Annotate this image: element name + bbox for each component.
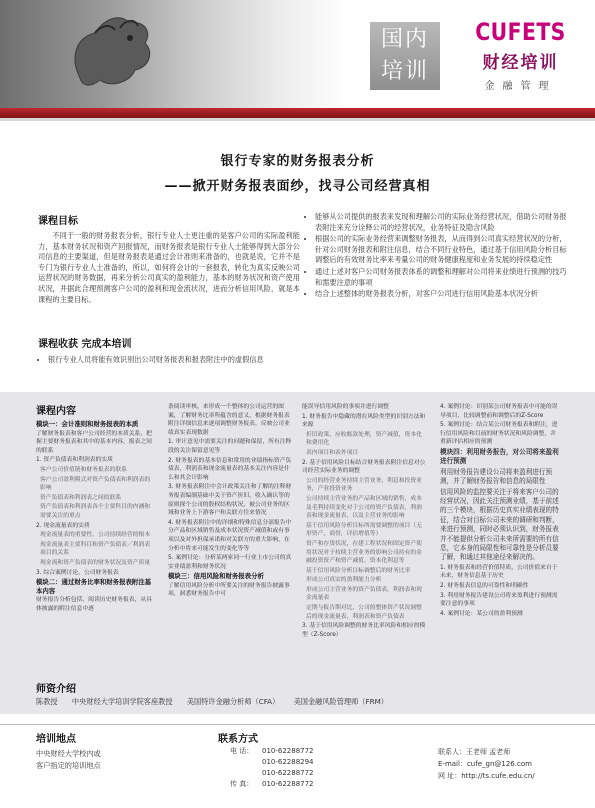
content-column-3 [302,403,426,640]
teacher-title: 中央财经大学培训学院客座教授 [71,697,173,706]
course-gain-heading: 课程收获 完成本培训 [38,339,132,350]
header-red-bar [0,108,595,118]
list-item: 2. 财务报表的基本信息和常用的业绩指标资产负债表，利润表和现金流量表的基本关注内容是什么和其会计影响 [168,457,292,481]
content-column-2 [168,403,292,600]
list-item: • 能够从公司提供的报表来发现和理解公司的实际业务经营状况，借助公司财务报表附注来充分诠释公司的经营状况，业务特征及隐含风险 [315,212,573,233]
list-item: 2. 财务报表信息的可靠性和明确性 [440,583,529,590]
fax-label: 传 真： [230,780,254,788]
place-line: 客户指定的培训地点 [36,761,101,770]
teachers-heading: 师资介绍 [36,684,76,695]
module-4-text: 信用风险的监控要关注于将来客户公司的经营状况，因此关注预测业绩，基于前述的三个模块，根据历史真实业绩表现的特征，结合对目标公司未来的调研和判断，来进行预测，同时必须认识到，财务报表并不能提供分析公司未来所需要的所有信息，它本身的局限性和可靠性是分析员要了解，和通过其他途径来解决的。 [440,487,559,562]
list-item: 5. 案例讨论：结合某公司财务报表和附注，进行信用风险和目前的财务状况和风险调整，并重新评估相应的预测 [440,422,558,446]
teacher-credential: 美国特许金融分析师（CFA） [186,697,280,706]
list-item: 1. 资产负债表和利润表的实质 [36,457,113,464]
badge-line-1: 国内 [380,27,429,52]
course-goal-text: 不同于一般的财务报表分析，银行专业人士更注重的是客户公司的实际盈利能力，基本财务状况和资产回报情况，而财务报表是银行专业人士能够得到大部分公司信息的主要渠道，但是财务报表是通过会计准则来准备的，也就是说，它并不是专门为银行专业人士准备的，所以，如何将会计的一套报表，转化为真实反映公司运营状况的财务数据，再来分析公司真实的盈利能力，基本的财务状况和资产使用状况，并据此合理预测客户公司的盈利和现金流状况，进而分析信用风险，就是本课程的主要目标。 [38,231,300,304]
phone-label: 电 话： [230,747,254,755]
list-item: 基于信用风险分析目标调整后的财务比率 [306,567,411,574]
module-3-intro: 了解信用风险分析中所要关注的财务报告披露事项，洞悉财务报告中可 [168,582,290,598]
list-item: 资产负债表和利润表之间的联系 [40,494,122,501]
teacher-credential: 美国金融风险管理师（FRM） [293,697,388,706]
list-item: 3. 综合案例讨论，公司财务报表 [36,569,119,576]
list-item: 1. 审计意见中需要关注的问题和保留，所有注释段的关注保留意见等 [168,439,292,454]
contact-heading: 联系方式 [218,734,258,745]
course-gain-list-right [305,212,573,301]
place-heading: 培训地点 [36,734,76,745]
course-goal-heading: 课程目标 [38,216,78,227]
list-item: 表内项目和表外项目 [306,449,359,456]
list-item: 定期与报告期对比，公司的整体资产状况调整后的现金流量表，利润表和资产负债表 [306,605,422,620]
header-banner [0,0,595,112]
list-item: 4. 案例讨论：识别某公司财务报表中可能的误导项目，比较调整前和调整后的Z-Score [440,404,558,419]
phone-number: 010-62288294 [262,758,314,766]
list-item: 3. 利用财务报告建设公司将来盈利进行预测需要注意的事项 [440,592,558,608]
list-item: 4. 财务报表附注中的详细和特殊信息分部报告中分产品和区域销售及成本状况资产减值和或有事项以及对外担保承诺和对关联方的重大影响，在分析中将来可能发生的变化等等 [168,519,292,552]
list-item: 公司持续主营业务的产品和区域的销售，成本及毛利持续变化对于公司的资产负债表，利润表和现金流量表，以及主营业务的影响 [306,495,422,520]
contact-person: 联系人：王老师 孟老师 [438,748,511,756]
header-divider [0,118,595,121]
module-4-title: 模块四：利用财务报告，对公司将来盈利进行预测 [440,447,559,466]
module-1-title: 模块一：会计准则和财务报表的本质 [36,420,139,428]
list-item: 客户公司价值链和财务报表的联系 [40,466,127,473]
phone-number: 010-62288772 [262,769,314,777]
title-main: 银行专家的财务报表分析 [220,154,375,169]
module-2-intro: 财务报告分析包括，阅读历史财务报表，从具体披露的附注信息中逐 [36,597,152,612]
place-info [36,748,101,772]
brand-logo [458,18,583,92]
list-item: 形成公司主营业务的资产负债表，利润表和现金流量表 [306,586,422,602]
contact-website[interactable]: 网 址：http://ts.cufe.edu.cn/ [438,772,535,780]
list-item: 资产和存货状况，在建工程状况和固定资产使用状况对于持续主营业务的影响公司持有的金融投资资产和资产减值，资本化利息等 [306,540,422,565]
contact-info [230,746,314,790]
list-item: • 通过上述对客户公司财务报表体系的调整和理解对公司将来业绩进行预测的技巧和需要注意的事项 [315,267,573,288]
list-item: 4. 案例讨论：某公司的盈利预测 [440,610,523,617]
page-title [0,150,595,194]
list-item: 基于信用风险分析目标所需要调整的项目（无形资产，商誉，评估增值等） [306,522,422,538]
footer-divider [0,724,595,725]
list-item: • 结合上述整体的财务报表分析，对客户公司进行信用风险基本状况分析 [315,289,573,300]
course-gain-list [38,355,300,366]
course-gain-section [38,335,300,366]
fax-number: 010-62288772 [262,780,314,788]
phone-number: 010-62288772 [262,747,314,755]
module-3-title: 模块三：信用风险和财务报表分析 [168,572,264,581]
course-goal-section [38,212,300,305]
list-item: • 银行专业人员将能有效识别出公司财务报表和报表附注中的虚假信息 [48,355,300,366]
list-item: 现金流量表的重要性，公司持续经营的根本 [40,532,151,539]
contact-email[interactable]: E-mail：cufe_gn@126.com [438,760,532,768]
list-item: 客户公司盈利模式对资产负债表和利润表的影响 [40,476,151,492]
badge-line-2: 培训 [380,59,429,84]
brand-english: CUFETS [475,18,566,46]
list-item: • 根据公司的实际业务经营来调整财务报表，从而得到公司真实经营状况的分析，针对公司财务报表和附注信息，结合不同行业特色，通过基于信用风险分析目标调整后的有效财务比率来考量公司的财务健康程度和业务发展的持续稳定性 [315,234,573,266]
title-sub: ——掀开财务报表面纱，找寻公司经营真相 [164,179,431,194]
brand-chinese: 财经培训 [482,53,559,73]
content-column-1 [36,420,154,614]
module-2-title: 模块二：通过财务比率和财务报表附注基本内容 [36,578,152,595]
module-3-intro-cont: 能误导信用风险的事项并进行调整 [302,404,389,410]
module-4-intro: 利用财务报告建设公司将来盈利进行预测，并了解财务报告和信息的局限性 [440,467,553,486]
list-item: 5. 案例讨论：分析某两家同一行业上市公司的真实业绩盈利和财务状况 [168,555,292,570]
course-content-heading: 课程内容 [36,406,76,417]
module-1-intro: 了解财务报表和客户公司经营的本质关系，把握主要财务报表和其中的基本内容，报表之间的联系 [36,430,152,454]
list-item: 公司的经营业务持续主营业务，利息和投资业务，产业投资业务 [306,477,422,493]
teacher-name: 陈教授 [36,697,58,706]
list-item: 1. 财务报告中隐藏的潜在风险类型的识别方法和来源 [302,413,426,429]
list-item: 折旧政策，应收账款处理，资产减值，资本化和费用化 [306,431,422,447]
list-item: 2. 现金流量表的实质 [36,522,90,529]
list-item: 2. 基于信用风险目标结合财务报表附注信息对公司经营实际业务的调整 [302,459,426,475]
teachers-list [36,697,566,707]
contact-info-right [438,746,535,782]
kirin-statue-icon [60,8,160,93]
list-item: 资产负债表和利润表各个主要科目的内涵和需要关注的重点 [40,504,151,519]
place-line: 中央财经大学校内或 [36,749,101,758]
list-item: 3. 基于信用风险调整的财务比率风险和相应的模型（Z-Score） [302,623,426,638]
brand-subtitle: 金融管理 [484,81,557,92]
list-item: 1. 财务报表和经营价值特质，公司价值来自于未来，财务信息基于历史 [440,564,558,580]
module-2-intro-cont: 条阅读审核，来形成一个整体的公司运营的图案，了解财务比率所蕴含的意义，根据财务报表附注详细信息来逐项调整财务报表，反映公司业绩真实表现数据 [168,404,290,436]
list-item: 现金流量表主要科目和资产负债表／利润表项目的关系 [40,541,151,557]
content-column-4 [440,403,560,619]
list-item: 3. 财务报表附注中会计政策关注和了解的注释财务报表编制基础中关于资产折旧，收入确认等的原则探个公司的股权结构状况，被公司业务的区域和业务上下游客户和关联方往来情况 [168,484,292,517]
list-item: 形成公司真实的盈利能力分析 [306,577,382,584]
list-item: 现金流和资产负债表的财务状况及资产质量 [40,559,151,566]
header-photo [0,0,350,112]
domestic-training-badge [370,22,440,90]
